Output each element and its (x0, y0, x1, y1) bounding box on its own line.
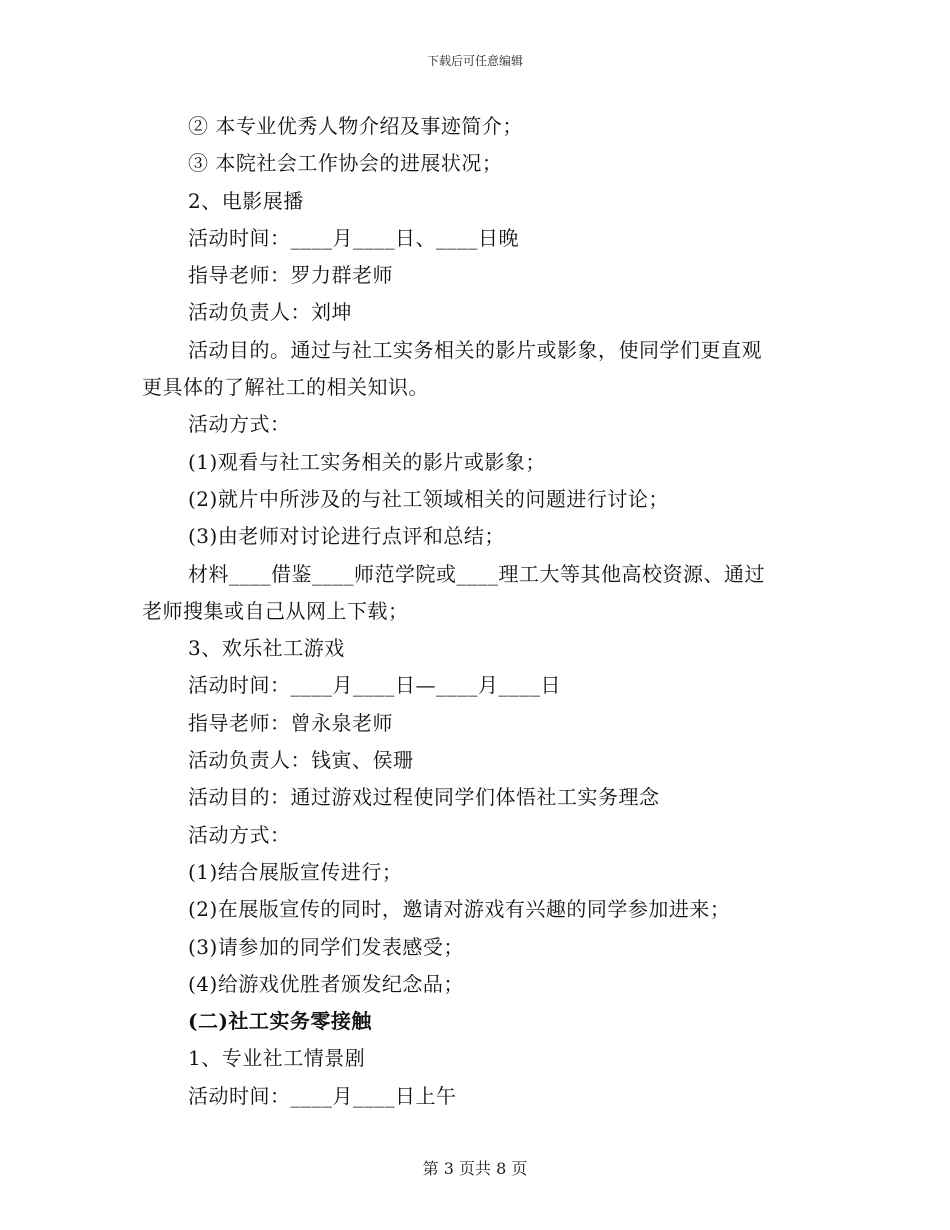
text-line: ② 本专业优秀人物介绍及事迹简介； (188, 114, 523, 138)
document-body (142, 108, 802, 1115)
text-line: (3)请参加的同学们发表感受； (188, 934, 464, 959)
text-line: 老师搜集或自己从网上下载； (142, 598, 409, 623)
section-heading: (二)社工实务零接触 (188, 1009, 372, 1034)
text-line: 活动方式： (188, 822, 291, 847)
text-line: 活动时间：____月____日、____日晚 (188, 225, 519, 250)
text-line: 1、专业社工情景剧 (188, 1046, 366, 1071)
text-line: (2)在展版宣传的同时，邀请对游戏有兴趣的同学参加进来； (188, 897, 731, 922)
text-line: 活动负责人：钱寅、侯珊 (188, 748, 414, 773)
text-line: (2)就片中所涉及的与社工领域相关的问题进行讨论； (188, 486, 669, 511)
text-line: 活动目的：通过游戏过程使同学们体悟社工实务理念 (188, 785, 660, 810)
text-line: (1)观看与社工实务相关的影片或影象； (188, 449, 546, 474)
text-line: 材料____借鉴____师范学院或____理工大等其他高校资源、通过 (188, 561, 765, 586)
text-line: (4)给游戏优胜者颁发纪念品； (188, 971, 464, 996)
text-line: 指导老师：曾永泉老师 (188, 710, 393, 735)
text-line: 活动时间：____月____日上午 (188, 1083, 457, 1108)
text-line: (1)结合展版宣传进行； (188, 859, 403, 884)
text-line: 更具体的了解社工的相关知识。 (142, 375, 429, 400)
text-line: 活动方式： (188, 412, 291, 437)
text-line: 活动时间：____月____日—____月____日 (188, 673, 561, 698)
text-line: 2、电影展播 (188, 188, 304, 213)
text-line: ③ 本院社会工作协会的进展状况； (188, 151, 503, 176)
page-footer: 第 3 页共 8 页 (422, 1159, 528, 1178)
text-line: 3、欢乐社工游戏 (188, 636, 345, 661)
text-line: 活动目的。通过与社工实务相关的影片或影象，使同学们更直观 (188, 337, 762, 362)
page-header: 下载后可任意编辑 (426, 54, 523, 68)
text-line: (3)由老师对讨论进行点评和总结； (188, 524, 505, 549)
text-line: 指导老师：罗力群老师 (188, 263, 393, 288)
text-line: 活动负责人：刘坤 (188, 300, 352, 325)
